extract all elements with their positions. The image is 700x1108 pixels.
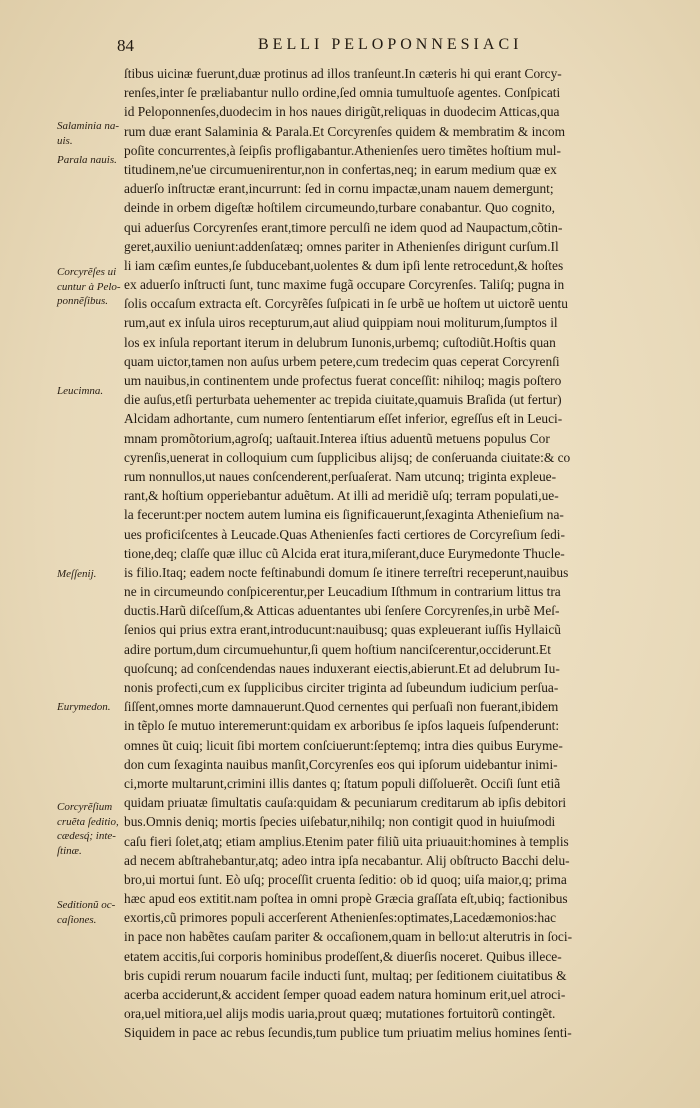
text-line: ſiſſent,omnes morte damnauerunt.Quod cernentes qui perſuaſi non fuerant,ibidem: [124, 699, 559, 715]
text-line: ues proficiſcentes à Leucade.Quas Athenienſes facti certiores de Corcyreſium ſedi-: [124, 526, 565, 542]
margin-note-leucimna: [57, 384, 129, 399]
text-line: die auſus,etſi perturbata uehementer ac trepida ciuitate,quamuis Braſida (ut fertur): [124, 392, 562, 408]
margin-note-parala: [57, 153, 129, 168]
margin-note-text: Salaminia na- uis.: [57, 120, 120, 147]
text-line: cyrenſis,uenerat in colloquium cum ſupplicibus alijsq; de conſeruanda ciuitate:& co: [124, 449, 571, 465]
text-line: nonis profecti,cum ex ſupplicibus circiter triginta ad ſubeundum iudicium perſua-: [124, 680, 559, 695]
text-line: ad necem abſtrahebantur,atq; adeo intra ipſa necabantur. Alij obſtructo Bacchi delu-: [124, 852, 570, 868]
text-line: rum,aut ex inſula uiros recepturum,aut aliud quippiam noui moliturum,ſumptos il: [124, 315, 558, 331]
margin-note-text: Seditionũ oc- caſiones.: [57, 899, 116, 926]
text-line: in pace non habẽtes cauſam pariter & occaſionem,quam in bello:ut alterutris in ſoci-: [124, 929, 573, 945]
text-line: Alcidam adhortante, cum numero ſententiarum eſſet inferior, egreſſus eſt in Leuci-: [124, 411, 563, 427]
text-line: adire portum,dum circumuehuntur,ſi quem hoſtium nanciſcerentur,occiderunt.Et: [124, 641, 551, 657]
text-line: ne in circumeundo conſpicerentur,per Leucadium Iſthmum in contrarium littus tra: [124, 584, 561, 600]
text-line: quidam priuatæ ſimultatis cauſa:quidam & pecuniarum creditarum ab ipſis debitori: [124, 795, 567, 811]
text-line: bus.Omnis deniq; mortis ſpecies uiſebatur,nihilq; non contigit quod in huiuſmodi: [124, 814, 556, 830]
text-line: tione,deq; claſſe quæ illuc cũ Alcida erat itura,miſerant,duce Eurymedonte Thucle-: [124, 545, 565, 561]
text-line: ora,uel mitiora,uel alijs modis uaria,prout quæq; mutationes fortuitorũ contingẽt.: [124, 1006, 556, 1022]
margin-note-text: Meſſenij.: [57, 568, 97, 580]
margin-note-text: Eurymedon.: [57, 701, 111, 713]
margin-note-salaminia: [57, 119, 129, 148]
text-line: renſes,inter ſe præliabantur nullo ordine,ſed omnia tumultuoſe agentes. Conſpicati: [124, 85, 561, 101]
text-line: um nauibus,in continentem unde profectus fuerat conceſſit: nihiloq; magis poſtero: [124, 373, 562, 388]
running-title: BELLI PELOPONNESIACI: [258, 36, 523, 53]
text-line: Siquidem in pace ac rebus ſecundis,tum publice tum priuatim melius homines ſenti-: [124, 1025, 572, 1041]
text-line: ex aduerſo inſtructi ſunt, tunc maxime fugã occupare Corcyrenſes. Taliſq; pugna in: [124, 277, 565, 293]
text-line: rum duæ erant Salaminia & Parala.Et Corcyrenſes quidem & membratim & incom: [124, 123, 566, 139]
text-line: etatem accitis,ſui corporis hominibus prodeſſent,& diuerſis noceret. Quibus illece-: [124, 948, 562, 964]
body-text: [124, 64, 674, 1062]
text-line: bro,ui mortui ſunt. Eò uſq; proceſſit cruenta ſeditio: ob id quoq; uiſa maior,q; prima: [124, 871, 567, 887]
text-line: aduerſo inſtructæ erant,incurrunt: ſed in cornu impactæ,unam nauem demergunt;: [124, 181, 554, 197]
margin-note-text: Leucimna.: [57, 385, 104, 397]
text-line: ci,morte multarunt,crimini illis dantes q; ſtatum populi diſſoluerẽt. Occiſi ſunt etiã: [124, 775, 561, 791]
text-line: rum nonnullos,ut naues conſcenderent,perſuaſerat. Nam utcunq; triginta expleue-: [124, 468, 557, 484]
text-line: bris cupidi rerum nouarum facile inducti ſunt, multaq; per ſeditionem ciuitatibus &: [124, 967, 567, 983]
page-number: 84: [117, 36, 134, 55]
margin-note-text: Corcyrẽſium cruẽta ſeditio, cædesq́; inte- ſtinæ.: [57, 801, 119, 857]
text-line: mnam promõtorium,agroſq; uaſtauit.Interea iſtius aduentũ metuens populus Cor: [124, 430, 550, 446]
text-line: ductis.Harũ diſceſſum,& Atticas aduentantes ubi ſenſere Corcyrenſes,in urbẽ Meſ-: [124, 603, 560, 619]
text-line: qui aduerſus Corcyrenſes erant,timore perculſi ne idem quod ad Naupactum,cõtin-: [124, 219, 563, 235]
text-line: poſite concurrentes,à ſeipſis profligabantur.Athenienſes uero timẽtes hoſtium mul-: [124, 142, 561, 158]
text-line: ſolis occaſum extracta eſt. Corcyrẽſes ſuſpicati in ſe urbẽ ue hoſtem ut uictorẽ uentu: [124, 296, 568, 312]
text-line: li iam cæſim euntes,ſe ſubducebant,uolentes & dum ipſi lente retrocedunt,& hoſtes: [124, 257, 564, 273]
margin-note-corcyrenses-vincuntur: [57, 265, 129, 309]
text-line: la fecerunt:per noctem autem lumina eis ſignificauerunt,ſexaginta Athenieſium na-: [124, 507, 564, 523]
margin-note-eurymedon: [57, 700, 129, 715]
text-line: geret,auxilio ueniunt:addenſatæq; omnes pariter in Athenienſes dirigunt curſum.Il: [124, 238, 559, 254]
text-line: titudinem,ne'ue circumuenirentur,non in confertas,neq; in earum medium quæ ex: [124, 161, 557, 177]
text-line: [124, 1043, 674, 1062]
text-line: omnes ũt cuiq; licuit ſibi mortem conſciuerunt:ſeptemq; intra dies quibus Euryme-: [124, 737, 563, 753]
text-line: ſtibus uicinæ fuerunt,duæ protinus ad illos tranſeunt.In cæteris hi qui erant Corcy-: [124, 66, 562, 81]
text-line: caſu fieri ſolet,atq; etiam amplius.Etenim pater filiũ uita priuauit:homines à templis: [124, 833, 569, 849]
text-line: ſenios qui prius extra erant,introducunt:nauibusq; quas expleuerant iuſſis Hyllaicũ: [124, 622, 561, 638]
text-line: don cum ſexaginta nauibus manſit,Corcyrenſes eos qui ipſorum uidebantur inimi-: [124, 756, 558, 772]
page-header: [0, 36, 700, 58]
text-line: in tẽplo ſe mutuo interemerunt:quidam ex arboribus ſe ipſos laqueis ſuſpenderunt:: [124, 718, 560, 734]
text-line: id Peloponnenſes,duodecim in hos naues dirigũt,reliquas in duodecim Atticas,qua: [124, 104, 560, 120]
text-line: los ex inſula reportant iterum in delubrum Iunonis,urbemq; cuſtodiũt.Hoſtis quan: [124, 334, 556, 350]
margin-note-text: Corcyrẽſes ui cuntur à Pelo- ponnẽſibus.: [57, 266, 121, 307]
text-line: exortis,cũ primores populi accerſerent Athenienſes:optimates,Lacedæmonios:hac: [124, 910, 557, 926]
text-line: is filio.Itaq; eadem nocte feſtinabundi domum ſe itinere terreſtri receperunt,nauibus: [124, 564, 569, 580]
margin-note-cruenta-seditio: [57, 800, 129, 858]
margin-note-seditionum-occasiones: [57, 898, 129, 927]
margin-note-text: Parala nauis.: [57, 154, 117, 166]
text-line: deinde in orbem digeſtæ hoſtilem circumeundo,turbare conabantur. Quo cognito,: [124, 200, 555, 216]
margin-note-messenii: [57, 567, 129, 582]
text-line: rant,& hoſtium opperiebantur aduẽtum. At illi ad meridiẽ uſq; terram populati,ue-: [124, 488, 559, 504]
text-line: quam uictor,tamen non auſus urbem petere,cum tredecim quas ceperat Corcyrenſi: [124, 353, 560, 369]
text-line: acerba acciderunt,& accident ſemper quoad eadem natura hominum erit,uel atroci-: [124, 987, 566, 1002]
text-line: quoſcunq; ad conſcendendas naues induxerant eiectis,abierunt.Et ad delubrum Iu-: [124, 660, 560, 676]
text-line: hæc apud eos extitit.nam poſtea in omni propè Græcia graſſata eſt,ubiq; factionibus: [124, 891, 568, 907]
